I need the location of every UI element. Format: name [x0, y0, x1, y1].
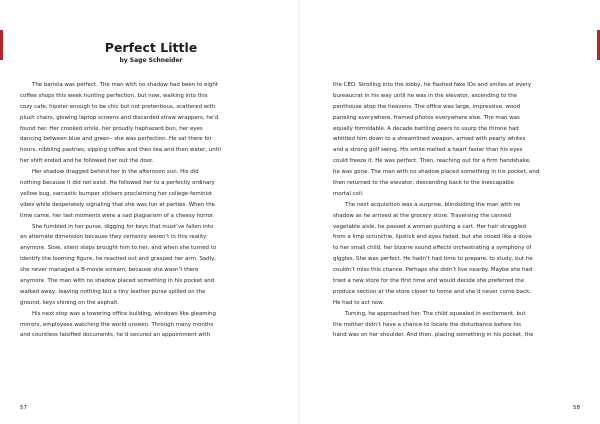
text-line: found her. Her crooked smile, her proudly haphazard bun, her eyes — [20, 125, 203, 132]
text-line: Turning, he approached her. The child squealed in excitement, but — [345, 310, 526, 317]
text-line: walked away, leaving nothing but a tiny leather purse spilled on the — [20, 288, 206, 295]
text-line: hours, nibbling pastries, sipping coffee and then tea and then water, until — [20, 147, 221, 154]
text-line: hand was on her shoulder. And then, placing something in his pocket, the — [333, 332, 534, 339]
text-line: bureaucrat in his way until he was in the elevator, ascending to the — [333, 92, 518, 99]
text-line: to her small child, her bizarre sound effects orchestrating a symphony of — [333, 245, 532, 252]
text-line: produce section at the store closer to home and she’d never come back. — [333, 288, 531, 295]
story-title: Perfect Little — [104, 40, 198, 55]
text-line: equally formidable. A decade battling peers to usurp the throne had — [333, 125, 519, 132]
text-line: mirrors, employees watching the world unseen. Through many months — [20, 321, 214, 328]
text-line: Her shadow dragged behind her in the afternoon sun. His did — [32, 169, 199, 176]
text-line: and a strong golf swing. His smile melted a heart faster than his eyes — [333, 147, 523, 154]
left-page-number: 57 — [20, 405, 27, 411]
text-line: from a limp scrunchie, lipstick and eyes faded, but she cooed like a dove — [333, 234, 532, 241]
left-page-edge-accent — [0, 30, 3, 60]
text-line: He had to act now. — [333, 299, 384, 306]
text-line: coffee shops this week hunting perfection, but now, walking into this — [20, 92, 208, 99]
text-line: could freeze it. He was perfect. Then, reaching out for a firm handshake, — [333, 158, 531, 165]
text-line: cozy cafe, hipster enough to be chic but not pretentious, scattered with — [20, 103, 216, 110]
text-line: ground, keys shining on the asphalt. — [20, 299, 120, 306]
text-line: tried a new store for the first time and would decide she preferred the — [333, 278, 525, 285]
text-line: dancing between blue and green– she was perfection. He sat there for — [20, 136, 212, 143]
right-page — [300, 0, 600, 424]
text-line: an alternate dimension because they certainly weren’t in this reality — [20, 234, 207, 241]
text-line: her shift ended and he followed her out the door. — [20, 158, 154, 165]
text-line: giggles. She was perfect. He hadn’t had time to prepare, to study, but he — [333, 256, 533, 263]
text-line: paneling everywhere, framed photos everywhere else. The man was — [333, 114, 520, 121]
text-line: anymore. Slow, silent steps brought him to her, and when she turned to — [20, 245, 217, 252]
text-line: identify the looming figure, he reached out and grasped her arm. Sadly, — [20, 256, 217, 263]
text-line: he was gone. The man with no shadow placed something in his pocket, and — [333, 169, 540, 176]
text-line: His next stop was a towering office building, windows like gleaming — [32, 310, 216, 317]
text-line: whittled him down to a streamlined weapon, armed with pearly whites — [333, 136, 526, 143]
text-line: She fumbled in her purse, digging for keys that must’ve fallen into — [32, 223, 214, 230]
text-line: vibes while desperately signaling that she was fun at parties. When the — [20, 201, 215, 208]
text-line: yellow bug, sarcastic bumper stickers proclaiming her college-feminist — [20, 190, 213, 197]
text-line: she never managed a B-movie scream, because she wasn’t there — [20, 267, 199, 274]
text-line: couldn’t miss this chance. Perhaps she didn’t live nearby. Maybe she had — [333, 267, 533, 274]
story-byline: by Sage Schneider — [119, 57, 183, 64]
text-line: time came, her last moments were a sad plagiarism of a cheesy horror. — [20, 212, 215, 219]
text-line: mortal coil. — [333, 190, 364, 197]
text-line: the mother didn’t have a chance to locate the disturbance before his — [333, 321, 522, 328]
text-line: shadow as he arrived at the grocery store. Traversing the canned — [333, 212, 511, 219]
left-page-body — [20, 80, 268, 341]
text-line: then returned to the elevator, descending back to the inescapable — [333, 180, 515, 187]
text-line: vegetable aisle, he passed a woman pushing a cart. Her hair straggled — [333, 223, 526, 230]
text-line: penthouse atop the heavens. The office was large, impressive, wood — [333, 103, 521, 110]
text-line: The next acquisition was a surprise, blindsiding the man with no — [345, 201, 521, 208]
text-line: nothing because it did not exist. He followed her to a perfectly ordinary — [20, 180, 215, 187]
text-line: anymore. The man with no shadow placed something in his pocket and — [20, 278, 215, 285]
right-page-body — [333, 80, 581, 341]
text-line: plush chairs, glowing laptop screens and discarded straw wrappers, he’d — [20, 114, 219, 121]
right-page-number: 58 — [573, 405, 580, 411]
text-line: the CEO. Strolling into the lobby, he flashed fake IDs and smiles at every — [333, 82, 532, 88]
text-line: The barista was perfect. The man with no shadow had been to eight — [32, 82, 218, 88]
text-line: and countless falsified documents, he’d secured an appointment with — [20, 332, 210, 339]
